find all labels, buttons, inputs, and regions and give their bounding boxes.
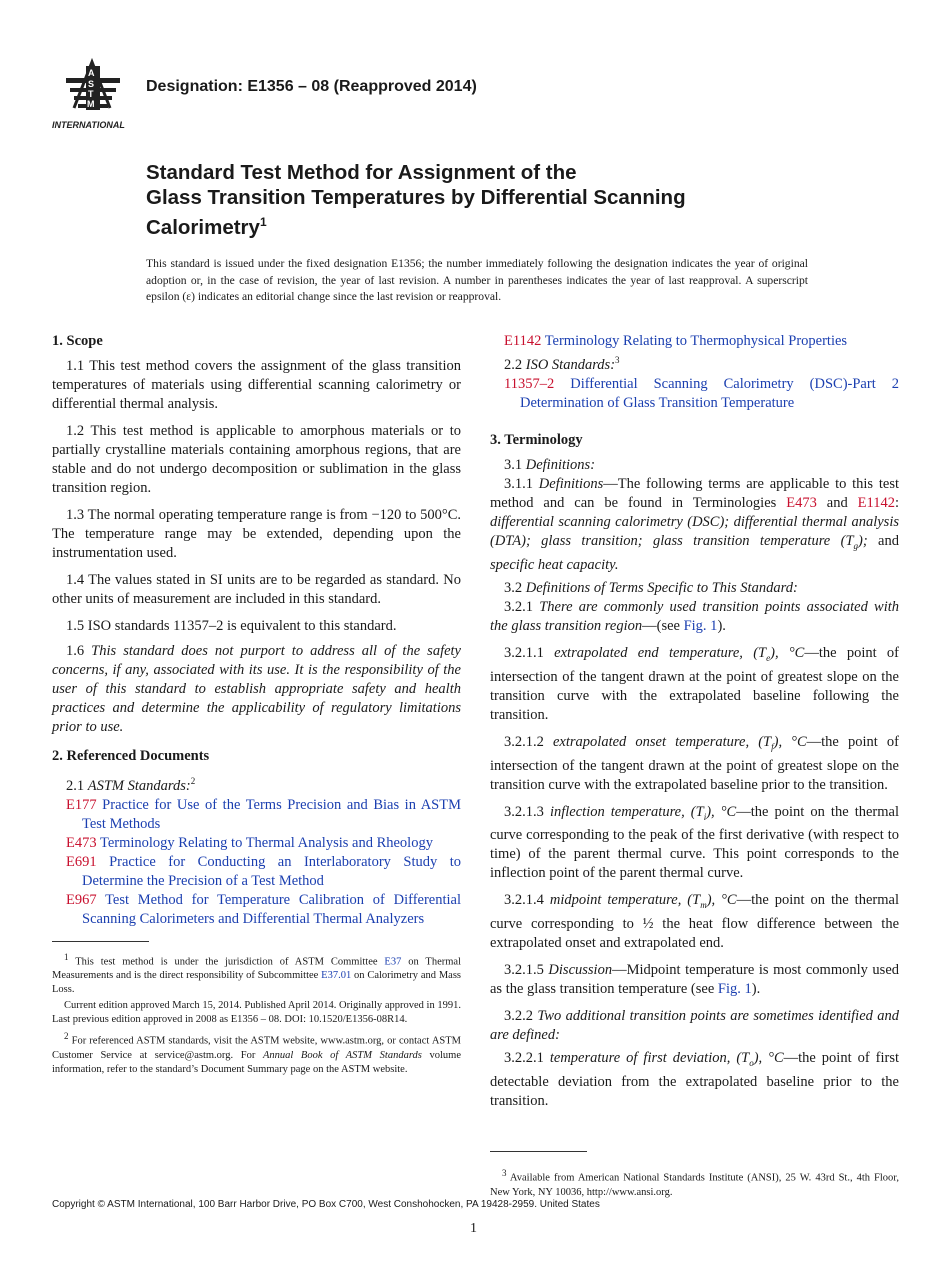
term-3-1-1-num: 3.1.1 [504, 475, 539, 492]
astm-footnote-ref[interactable]: 2 [190, 776, 196, 786]
term-3-2-1-2-text: —the point of intersection of the tangent drawn at the point of greatest slope on the transition curve with the extrapolated baseline prior to the transition. [490, 733, 899, 793]
astm-label-text: ASTM Standards: [87, 777, 191, 794]
footnote-1-edition: Current edition approved March 15, 2014. Published April 2014. Originally approved in 1991. Last previous edition approved in 2008 as E1356 – 08. DOI: 10.1520/E1356-08R14. [52, 1000, 461, 1026]
scope-1-4: 1.4 The values stated in SI units are to be regarded as standard. No other units of measurement are included in this standard. [52, 572, 461, 607]
term-3-2-1-1 [490, 644, 899, 725]
term-3-2-2-1-term: temperature of first deviation, (T [549, 1050, 750, 1067]
term-link-e473[interactable]: E473 [786, 494, 817, 511]
svg-text:A: A [88, 68, 95, 78]
footnote-2 [52, 1029, 461, 1077]
ref-e1142-code[interactable]: E1142 [504, 333, 542, 349]
term-3-1-1-terms: differential scanning calorimetry (DSC); differential thermal analysis (DTA); glass transition; glass transition temperature (T [490, 513, 899, 549]
iso-standards-label [504, 351, 899, 375]
fig-1-link-2[interactable]: Fig. 1 [717, 981, 752, 998]
term-3-2-1-4-term: midpoint temperature, (T [549, 892, 701, 909]
title-line-2: Glass Transition Temperatures by Differential Scanning [146, 186, 686, 209]
svg-text:INTERNATIONAL: INTERNATIONAL [52, 120, 125, 130]
title-footnote-ref[interactable]: 1 [259, 215, 267, 229]
term-3-1-num: 3.1 [504, 456, 526, 473]
term-3-2-1-5-text-b: ). [751, 981, 761, 998]
term-3-1-1-and: and [878, 532, 899, 549]
term-3-1-1 [490, 475, 899, 575]
term-3-2-1-4-unit: ), °C [706, 892, 737, 909]
ref-e967-title[interactable]: Test Method for Temperature Calibration of Differential Scanning Calorimeters and Differential Thermal Analyzers [82, 891, 461, 927]
scope-1-1: 1.1 This test method covers the assignment of the glass transition temperatures of materials using differential scanning calorimetry or differential thermal analysis. [52, 358, 461, 412]
footnote-1-text-c: on Calorimetry and Mass Loss. [52, 970, 461, 996]
term-3-2-1-1-unit: ), °C [770, 644, 805, 661]
ref-e177-title[interactable]: Practice for Use of the Terms Precision and Bias in ASTM Test Methods [82, 796, 461, 832]
term-3-1 [504, 456, 899, 475]
ref-e473 [66, 834, 461, 853]
scope-1-6-text: This standard does not purport to address all of the safety concerns, if any, associated with its use. It is the responsibility of the user of this standard to establish appropriate safety and health practices and determine the applicability of regulatory limitations prior to use. [52, 643, 461, 735]
term-3-2-1-1-num: 3.2.1.1 [504, 644, 555, 661]
term-3-2-2-1-sub: o [749, 1058, 754, 1069]
term-3-2-2-1-text: —the point of first detectable deviation from the extrapolated baseline prior to the transition. [490, 1050, 899, 1110]
term-3-2-1-text: There are commonly used transition points associated with the glass transition region [490, 598, 900, 634]
iso-label-text: ISO Standards: [525, 356, 616, 373]
term-3-1-1-terms2: ); [858, 532, 879, 549]
scope-1-2: 1.2 This test method is applicable to amorphous materials or to partially crystalline materials containing amorphous regions, that are stable and do not undergo decomposition or sublimation in the glass transition region. [52, 423, 461, 496]
term-3-2-1-tail-b: ). [717, 617, 726, 634]
ref-e177 [66, 796, 461, 834]
footnote-2-marker: 2 [64, 1031, 69, 1042]
term-3-2-2-text: Two additional transition points are sometimes identified and are defined: [490, 1008, 900, 1044]
svg-text:S: S [88, 79, 95, 89]
section-scope-heading: 1. Scope [52, 333, 103, 349]
ref-e473-code[interactable]: E473 [66, 834, 97, 851]
term-3-2-1-3 [490, 803, 899, 884]
ref-iso-11357-2 [504, 375, 899, 413]
term-3-2-1-tail-a: —(see [642, 617, 684, 634]
term-3-2-2-1-num: 3.2.2.1 [504, 1050, 550, 1067]
term-link-e1142[interactable]: E1142 [857, 494, 895, 511]
footnote-3 [490, 1166, 899, 1200]
footnote-1-text-b: on Thermal Measurements and is the direct responsibility of Subcommittee [52, 956, 461, 982]
term-3-2-1-5-lead: Discussion [548, 962, 613, 979]
ref-e967 [66, 891, 461, 929]
footnote-1 [52, 950, 461, 998]
footnote-1-marker: 1 [64, 951, 69, 962]
term-3-2-text: Definitions of Terms Specific to This Standard: [525, 579, 798, 596]
term-3-1-1-text-a: —The following terms are applicable to this test method and can be found in Terminologies [490, 475, 899, 511]
term-3-2-1-1-term: extrapolated end temperature, (T [554, 644, 767, 661]
scope-1-6 [52, 642, 461, 737]
term-3-2-1-4-text: —the point on the thermal curve corresponding to ½ the heat flow difference between the extrapolated onset and extrapolated end. [490, 892, 899, 952]
ref-e691 [66, 853, 461, 891]
ref-iso-code[interactable]: 11357–2 [504, 375, 555, 392]
footnote-2-text-b: volume information, refer to the standard’s Document Summary page on the ASTM website. [52, 1049, 461, 1075]
footnote-1-link-e37[interactable]: E37 [384, 956, 402, 968]
standard-notice: This standard is issued under the fixed designation E1356; the number immediately following the designation indicates the year of original adoption or, in the case of revision, the year of last revision. A number in parentheses indicates the year of last reapproval. A superscript epsilon (ε) indicates an editorial change since the last revision or reapproval. [146, 257, 808, 303]
ref-iso-title[interactable]: Differential Scanning Calorimetry (DSC)-Part 2 Determination of Glass Transition Temperature [520, 375, 899, 411]
term-3-2-1-5 [490, 961, 899, 999]
term-3-2-2-num: 3.2.2 [504, 1008, 538, 1025]
iso-footnote-ref[interactable]: 3 [615, 355, 620, 365]
section-terminology-heading: 3. Terminology [490, 431, 583, 448]
ref-e473-title[interactable]: Terminology Relating to Thermal Analysis and Rheology [96, 834, 433, 851]
astm-logo-icon [52, 56, 134, 132]
footnote-1-link-e3701[interactable]: E37.01 [321, 970, 352, 982]
term-3-2-1-4-num: 3.2.1.4 [504, 892, 550, 909]
term-3-1-1-sub: g [853, 540, 859, 551]
page-number: 1 [470, 1221, 477, 1236]
term-3-1-1-text-c: : [894, 494, 900, 511]
astm-label-num: 2.1 [66, 777, 88, 794]
scope-1-6-num: 1.6 [66, 643, 92, 659]
fig-1-link[interactable]: Fig. 1 [683, 617, 718, 634]
scope-1-3: 1.3 The normal operating temperature range is from −120 to 500°C. The temperature range may be extended, depending upon the instrumentation used. [52, 507, 461, 561]
term-3-2-1-3-unit: ), °C [706, 803, 737, 820]
left-column [52, 332, 461, 1079]
footnote-1-text-a: This test method is under the jurisdiction of ASTM Committee [68, 956, 385, 968]
term-3-2-1-5-num: 3.2.1.5 [504, 962, 549, 979]
astm-standards-label [66, 772, 461, 796]
term-3-1-1-text-b: and [816, 494, 858, 511]
term-3-2-2 [490, 1007, 899, 1045]
footnote-3-marker: 3 [502, 1168, 507, 1179]
ref-e1142 [504, 332, 899, 351]
footnote-2-text-a: For referenced ASTM standards, visit the ASTM website, www.astm.org, or contact ASTM Customer Service at service@astm.org. For [52, 1035, 461, 1061]
term-3-2-1 [490, 598, 899, 636]
term-3-2-1-2-unit: ), °C [773, 733, 807, 750]
term-3-2-1-3-sub: i [703, 811, 707, 822]
term-3-2-1-3-text: —the point on the thermal curve corresponding to the peak of the first derivative (with respect to time) of the parent thermal curve. This point corresponds to the inflection point of the parent thermal curve. [490, 803, 899, 882]
svg-text:M: M [87, 99, 95, 109]
term-3-1-text: Definitions: [525, 456, 596, 473]
title-line-1: Standard Test Method for Assignment of the [146, 161, 577, 184]
term-3-2-1-2-num: 3.2.1.2 [504, 733, 553, 750]
footnote-2-italic: Annual Book of ASTM Standards [262, 1049, 422, 1061]
term-3-2-1-2 [490, 733, 899, 795]
right-column [490, 332, 899, 1202]
title-line-3-text: Calorimetry [146, 215, 260, 239]
term-3-2-1-2-term: extrapolated onset temperature, (T [553, 733, 772, 750]
term-3-2-1-4-sub: m [700, 900, 707, 911]
document-title [146, 160, 846, 240]
term-3-2-2-1-unit: ), °C [753, 1050, 784, 1067]
term-3-2-2-1 [490, 1049, 899, 1111]
footnote-3-text: Available from American National Standards Institute (ANSI), 25 W. 43rd St., 4th Floor, New York, NY 10036, http://www.ansi.org. [490, 1172, 899, 1198]
ref-e1142-title[interactable]: Terminology Relating to Thermophysical Properties [541, 333, 848, 349]
copyright-footer: Copyright © ASTM International, 100 Barr Harbor Drive, PO Box C700, West Conshohocken, PA 19428-2959. United States [52, 1199, 600, 1210]
scope-1-5: 1.5 ISO standards 11357–2 is equivalent to this standard. [66, 618, 397, 634]
ref-e967-code[interactable]: E967 [66, 891, 97, 908]
term-3-2-1-num: 3.2.1 [504, 598, 540, 615]
ref-e691-title[interactable]: Practice for Conducting an Interlaboratory Study to Determine the Precision of a Test Method [82, 853, 461, 889]
term-3-2-1-2-sub: f [771, 741, 774, 752]
iso-label-num: 2.2 [504, 356, 526, 373]
section-references-heading: 2. Referenced Documents [52, 748, 210, 764]
ref-e691-code[interactable]: E691 [66, 853, 97, 870]
title-line-3 [146, 210, 846, 240]
ref-e177-code[interactable]: E177 [66, 796, 97, 813]
astm-international-logo [52, 56, 134, 132]
term-3-2-1-1-text: —the point of intersection of the tangent drawn at the point of greatest slope on the transition curve with the extrapolated baseline following the transition. [490, 644, 899, 723]
term-3-2-1-3-num: 3.2.1.3 [504, 803, 550, 820]
svg-text:T: T [88, 89, 94, 99]
term-3-2-1-4 [490, 891, 899, 953]
designation: Designation: E1356 – 08 (Reapproved 2014) [146, 78, 477, 95]
term-3-2-1-5-text-a: —Midpoint temperature is most commonly used as the glass transition temperature (see [490, 962, 899, 998]
term-3-2-num: 3.2 [504, 579, 526, 596]
term-3-1-1-last: specific heat capacity. [490, 556, 619, 573]
term-3-2-1-1-sub: e [766, 652, 771, 663]
term-3-2-1-3-term: inflection temperature, (T [549, 803, 704, 820]
term-3-2 [504, 579, 899, 598]
term-3-1-1-lead: Definitions [538, 475, 604, 492]
